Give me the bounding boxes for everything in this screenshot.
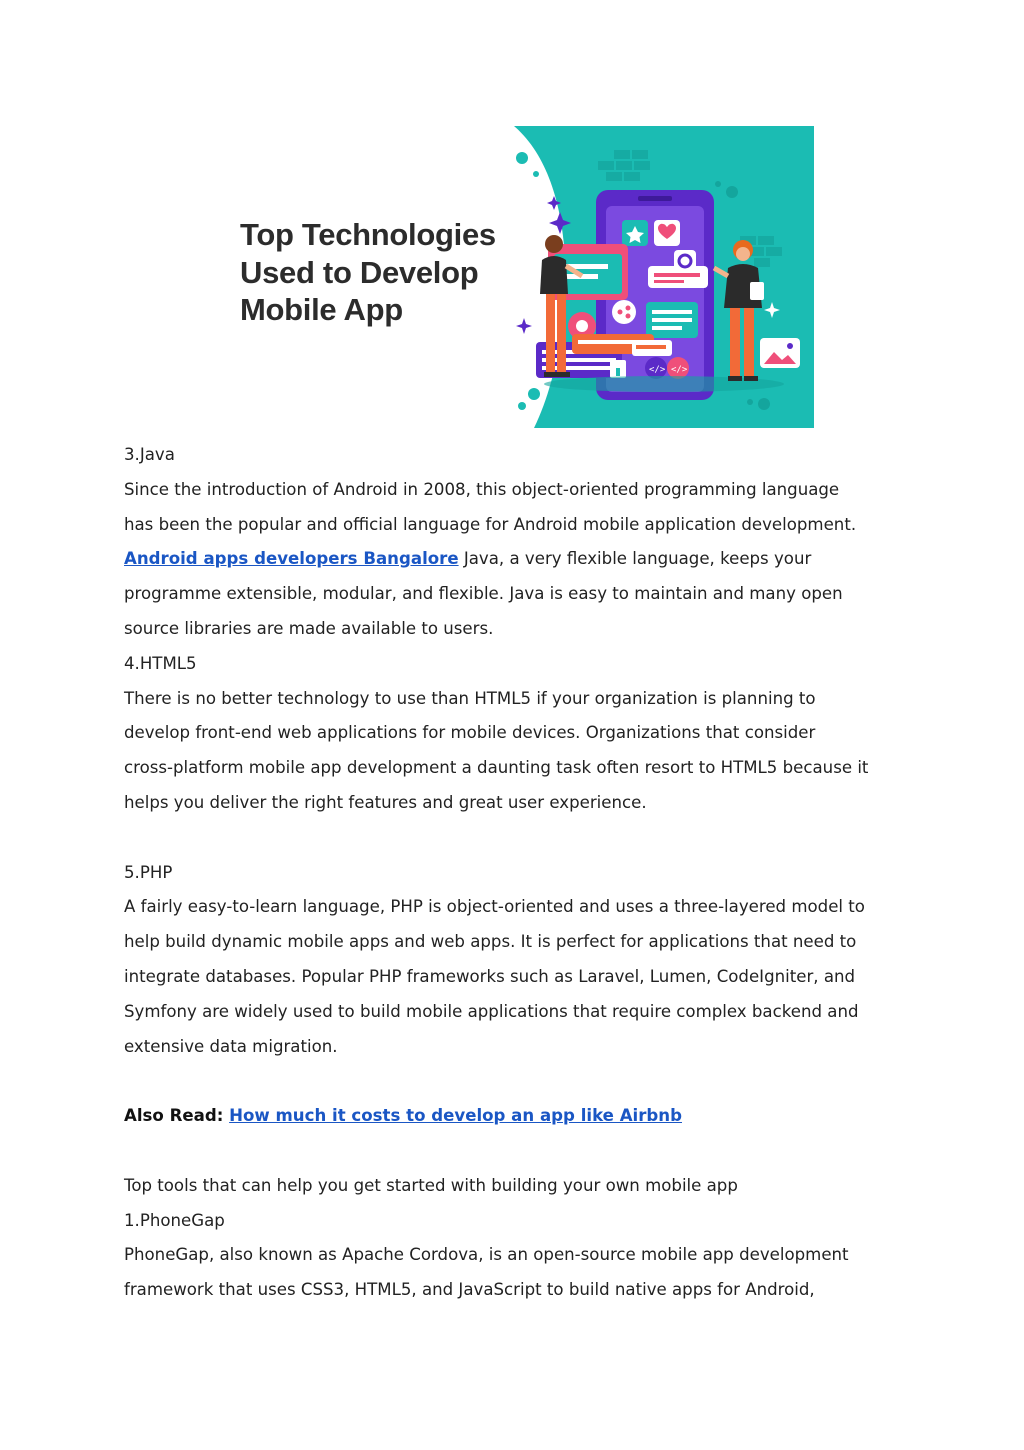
svg-text:</>: </>	[671, 365, 688, 375]
paragraph-line: has been the popular and official language for Android mobile application development.	[124, 514, 857, 534]
blank-line	[124, 1134, 914, 1169]
hero-title-line: Mobile App	[240, 292, 403, 327]
paragraph-line: There is no better technology to use than HTML5 if your organization is planning to	[124, 688, 816, 708]
android-developers-link[interactable]: Android apps developers Bangalore	[124, 549, 459, 569]
mobile-app-illustration	[514, 126, 814, 428]
paragraph-line: extensive data migration.	[124, 1036, 338, 1056]
section-heading-phonegap: 1.PhoneGap	[124, 1210, 225, 1230]
paragraph-line: develop front-end web applications for mobile devices. Organizations that consider	[124, 723, 816, 743]
paragraph-line	[124, 542, 914, 577]
paragraph-line: help build dynamic mobile apps and web apps. It is perfect for applications that need to	[124, 932, 857, 952]
section-heading-php: 5.PHP	[124, 862, 173, 882]
also-read-label: Also Read:	[124, 1106, 230, 1126]
blank-line	[124, 821, 914, 856]
paragraph-line: framework that uses CSS3, HTML5, and JavaScript to build native apps for Android,	[124, 1280, 815, 1300]
paragraph-line: Symfony are widely used to build mobile applications that require complex backend and	[124, 1001, 859, 1021]
paragraph-line: helps you deliver the right features and great user experience.	[124, 792, 647, 812]
also-read-line	[124, 1099, 914, 1134]
paragraph-line: programme extensible, modular, and flexible. Java is easy to maintain and many open	[124, 584, 843, 604]
section-heading-java: 3.Java	[124, 445, 175, 464]
paragraph-text: Java, a very flexible language, keeps your	[458, 549, 812, 569]
paragraph-line: cross-platform mobile app development a daunting task often resort to HTML5 because it	[124, 758, 869, 778]
tools-intro: Top tools that can help you get started with building your own mobile app	[124, 1175, 738, 1195]
paragraph-line: source libraries are made available to users.	[124, 618, 494, 638]
hero-title	[240, 216, 496, 329]
hero-title-line: Top Technologies	[240, 217, 496, 252]
paragraph-line: integrate databases. Popular PHP frameworks such as Laravel, Lumen, CodeIgniter, and	[124, 966, 856, 986]
hero-title-line: Used to Develop	[240, 254, 479, 290]
share-icon	[612, 300, 636, 324]
svg-text:</>: </>	[649, 365, 666, 375]
blank-line	[124, 1064, 914, 1099]
article-body	[124, 438, 914, 1308]
section-heading-html5: 4.HTML5	[124, 653, 197, 673]
paragraph-line: Since the introduction of Android in 2008, this object-oriented programming language	[124, 479, 840, 499]
airbnb-cost-link[interactable]: How much it costs to develop an app like Airbnb	[229, 1106, 682, 1126]
paragraph-line: A fairly easy-to-learn language, PHP is object-oriented and uses a three-layered model to	[124, 897, 865, 917]
paragraph-line: PhoneGap, also known as Apache Cordova, is an open-source mobile app development	[124, 1245, 849, 1265]
hero-banner	[234, 126, 814, 428]
